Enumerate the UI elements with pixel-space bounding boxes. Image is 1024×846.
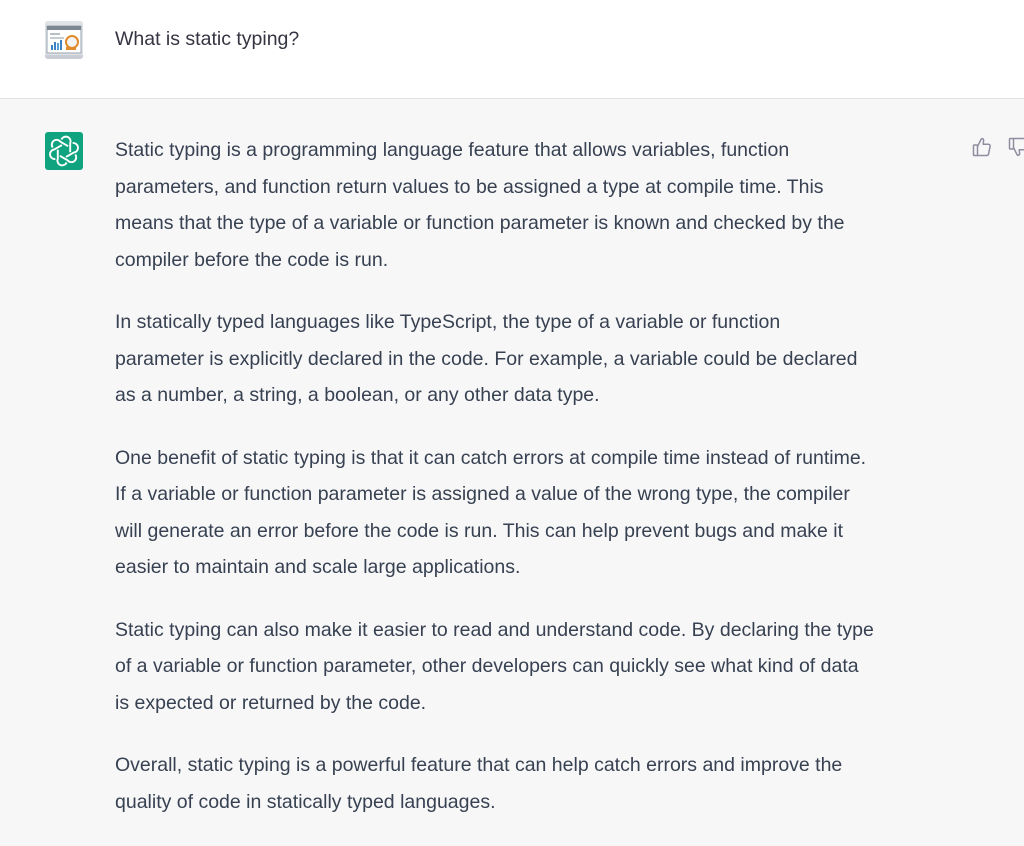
answer-line: easier to maintain and scale large applications. [115,556,521,578]
assistant-answer [115,132,975,846]
answer-line: quality of code in statically typed languages. [115,790,496,813]
user-avatar [45,21,83,59]
openai-logo-icon [45,132,83,170]
user-avatar-image [45,21,83,59]
answer-line: In statically typed languages like TypeScript, the type of a variable or function [115,311,781,333]
answer-paragraph-3 [115,440,975,586]
answer-line: compiler before the code is run. [115,248,389,271]
thumbs-down-button[interactable] [1008,136,1024,158]
assistant-avatar [45,132,83,170]
answer-line: means that the type of a variable or function parameter is known and checked by the [115,212,845,234]
answer-line: parameter is explicitly declared in the code. For example, a variable could be declared [115,347,858,370]
answer-line: If a variable or function parameter is assigned a value of the wrong type, the compiler [115,483,850,505]
answer-line: will generate an error before the code is run. This can help prevent bugs and make it [115,519,844,542]
thumbs-down-icon [1008,136,1024,158]
answer-line: of a variable or function parameter, other developers can quickly see what kind of data [115,655,859,677]
answer-paragraph-4 [115,612,975,722]
answer-line: as a number, a string, a boolean, or any other data type. [115,384,600,406]
answer-paragraph-1 [115,132,975,278]
thumbs-up-icon [972,136,992,158]
answer-paragraph-5 [115,747,975,820]
answer-line: Static typing can also make it easier to read and understand code. By declaring the type [115,618,874,641]
user-question-text: What is static typing? [115,28,300,50]
answer-line: One benefit of static typing is that it can catch errors at compile time instead of runtime. [115,446,867,469]
user-message-row [0,0,1024,99]
answer-line: is expected or returned by the code. [115,691,427,714]
answer-line: parameters, and function return values to be assigned a type at compile time. This [115,175,824,198]
answer-line: Static typing is a programming language feature that allows variables, function [115,139,790,161]
answer-paragraph-2 [115,304,975,414]
assistant-message-row [0,99,1024,840]
answer-line: Overall, static typing is a powerful feature that can help catch errors and improve the [115,754,843,776]
thumbs-up-button[interactable] [972,136,992,158]
